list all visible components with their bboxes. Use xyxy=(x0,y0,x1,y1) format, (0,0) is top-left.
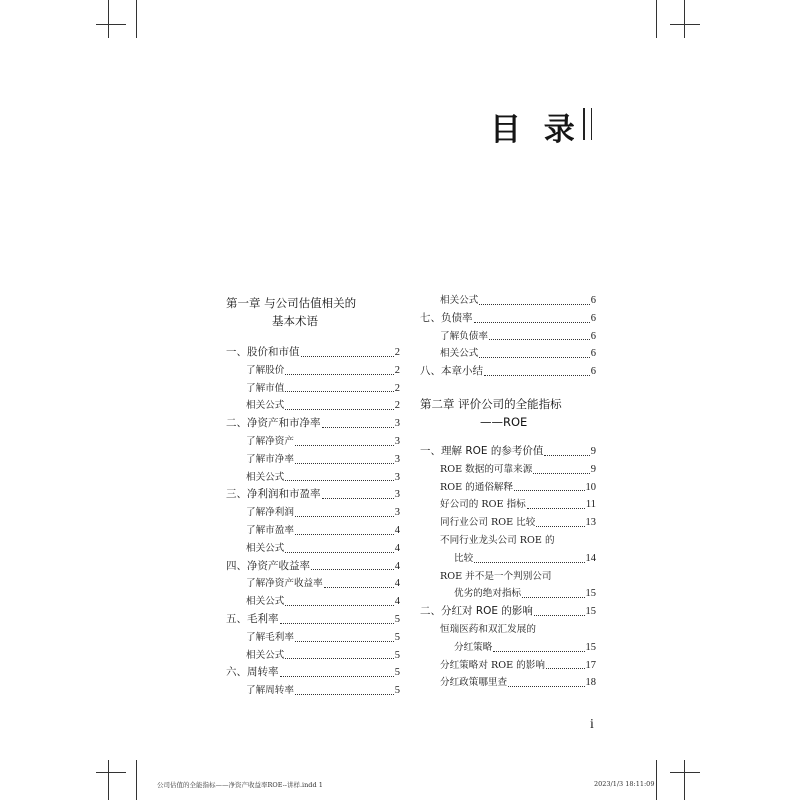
toc-entry-label: 恒瑞医药和双汇发展的 xyxy=(440,623,536,635)
toc-entry-label: 五、毛利率 xyxy=(226,612,279,625)
toc-entry-label: 相关公式 xyxy=(246,471,285,483)
toc-page-number: 11 xyxy=(585,499,596,511)
toc-page-number: 18 xyxy=(585,677,596,689)
toc-entry-label: 了解负债率 xyxy=(440,330,488,342)
dot-leader xyxy=(301,356,394,357)
toc-subsection-entry xyxy=(226,451,400,469)
toc-subsection-entry xyxy=(226,682,400,700)
toc-subsection-entry xyxy=(420,674,596,692)
toc-subsection-entry xyxy=(226,362,400,380)
toc-page-number: 6 xyxy=(590,330,596,342)
toc-subsection-entry xyxy=(226,469,400,487)
toc-left-column xyxy=(226,292,400,700)
toc-page-number: 2 xyxy=(394,347,400,358)
toc-page-number: 5 xyxy=(394,613,400,625)
toc-subsection-entry xyxy=(420,585,596,603)
toc-entry-label: 二、分红对 ROE 的影响 xyxy=(420,605,533,618)
toc-subsection-entry xyxy=(420,639,596,657)
page-number: i xyxy=(590,717,594,732)
toc-page-number: 9 xyxy=(590,445,596,457)
dot-leader xyxy=(474,322,590,323)
chapter-heading xyxy=(420,393,596,431)
dot-leader xyxy=(489,339,590,340)
toc-entry-label: 相关公式 xyxy=(246,542,285,554)
crop-mark xyxy=(108,0,109,38)
toc-entry-label: 三、净利润和市盈率 xyxy=(226,488,321,501)
toc-page-number: 3 xyxy=(394,435,400,447)
toc-page-number: 4 xyxy=(394,560,400,572)
toc-subsection-entry xyxy=(226,629,400,647)
chapter-title: 第一章 与公司估值相关的 xyxy=(226,296,357,310)
crop-mark xyxy=(670,24,700,25)
toc-subsection-entry xyxy=(226,522,400,540)
toc-entry-label: 一、理解 ROE 的参考价值 xyxy=(420,444,544,457)
dot-leader xyxy=(322,427,394,428)
dot-leader xyxy=(285,480,393,481)
toc-entry-label: 分红政策哪里查 xyxy=(440,677,508,689)
dot-leader xyxy=(311,569,394,570)
toc-page-number: 6 xyxy=(590,312,596,324)
toc-page-number: 2 xyxy=(394,400,400,412)
dot-leader xyxy=(285,552,393,553)
crop-mark xyxy=(656,760,657,800)
toc-page-number: 5 xyxy=(394,631,400,643)
dot-leader xyxy=(544,455,589,456)
toc-page-number: 2 xyxy=(394,382,400,394)
toc-entry-label: 一、股价和市值 xyxy=(226,346,300,358)
toc-entry-label: ROE 数据的可靠来源 xyxy=(440,463,533,475)
toc-section-entry xyxy=(226,415,400,433)
toc-page-number: 4 xyxy=(394,596,400,608)
toc-entry-label: 了解净资产 xyxy=(246,435,294,447)
toc-section-entry xyxy=(226,344,400,362)
toc-entry-label: 相关公式 xyxy=(440,348,479,360)
dot-leader xyxy=(546,668,585,669)
toc-entry-label: 了解市盈率 xyxy=(246,524,294,536)
toc-section-entry xyxy=(420,603,596,621)
toc-entry-label: 了解市值 xyxy=(246,382,285,394)
toc-page-number: 13 xyxy=(585,517,596,529)
toc-subsection-entry xyxy=(226,433,400,451)
dot-leader xyxy=(514,490,584,491)
print-slug: 公司估值的全能指标——净资产收益率ROE--讲样.indd 1 xyxy=(157,781,323,789)
toc-section-entry xyxy=(420,443,596,461)
toc-entry-label: 二、净资产和市净率 xyxy=(226,417,321,430)
dot-leader xyxy=(534,615,585,616)
toc-subsection-entry xyxy=(420,550,596,568)
toc-page-number: 5 xyxy=(394,667,400,679)
toc-entry-label: 七、负债率 xyxy=(420,311,473,324)
toc-section-entry xyxy=(226,486,400,504)
crop-mark xyxy=(96,772,126,773)
print-timestamp: 2023/1/3 18:11:09 xyxy=(594,780,655,788)
toc-entry-label: 同行业公司 ROE 比较 xyxy=(440,517,536,529)
toc-subsection-entry xyxy=(420,461,596,479)
toc-page-number: 15 xyxy=(585,641,596,653)
toc-page-number: 10 xyxy=(585,481,596,493)
toc-entry-label: 了解市净率 xyxy=(246,453,294,465)
toc-entry-label: 相关公式 xyxy=(246,596,285,608)
chapter-title: 第二章 评价公司的全能指标 xyxy=(420,396,562,411)
dot-leader xyxy=(484,375,590,376)
toc-subsection-entry xyxy=(420,479,596,497)
toc-right-column xyxy=(420,292,596,692)
toc-page-number: 5 xyxy=(394,649,400,661)
dot-leader xyxy=(280,676,394,677)
toc-subsection-entry xyxy=(420,328,596,346)
chapter-heading xyxy=(226,292,400,330)
crop-mark xyxy=(136,0,137,38)
toc-section-entry xyxy=(226,664,400,682)
dot-leader xyxy=(295,534,394,535)
toc-page-number: 3 xyxy=(394,507,400,519)
toc-subsection-entry xyxy=(420,657,596,675)
toc-entry-label: 了解净资产收益率 xyxy=(246,578,323,590)
crop-mark xyxy=(670,772,700,773)
toc-subsection-entry xyxy=(226,504,400,522)
dot-leader xyxy=(479,304,589,305)
toc-entry-label: 相关公式 xyxy=(440,295,479,306)
toc-page-number: 3 xyxy=(394,489,400,501)
dot-leader xyxy=(295,445,394,446)
toc-section-entry xyxy=(420,310,596,328)
dot-leader xyxy=(474,562,584,563)
toc-page-number: 3 xyxy=(394,453,400,465)
toc-subsection-entry xyxy=(420,292,596,310)
toc-entry-label: 了解周转率 xyxy=(246,685,294,697)
dot-leader xyxy=(285,658,393,659)
dot-leader xyxy=(479,357,589,358)
toc-entry-label: 不同行业龙头公司 ROE 的 xyxy=(440,534,555,546)
toc-subsection-entry xyxy=(226,380,400,398)
toc-page-number: 6 xyxy=(590,366,596,378)
toc-entry-label: ROE 的通俗解释 xyxy=(440,481,514,493)
title-decoration-bar xyxy=(583,108,585,140)
crop-mark xyxy=(136,760,137,800)
page-title: 目 录 xyxy=(490,112,581,148)
toc-page-number: 6 xyxy=(590,348,596,360)
toc-entry-label: 六、周转率 xyxy=(226,666,279,679)
crop-mark xyxy=(656,0,657,38)
toc-entry-list xyxy=(420,292,596,381)
toc-page-number: 4 xyxy=(394,524,400,536)
toc-entry-label: 分红策略 xyxy=(454,641,493,653)
toc-entry-label: 优劣的绝对指标 xyxy=(454,588,522,600)
crop-mark xyxy=(108,760,109,800)
toc-page-number: 3 xyxy=(394,471,400,483)
toc-subsection-entry xyxy=(226,575,400,593)
dot-leader xyxy=(295,694,394,695)
toc-subsection-entry xyxy=(226,540,400,558)
dot-leader xyxy=(285,374,393,375)
chapter-subtitle: ——ROE xyxy=(480,414,528,429)
crop-mark xyxy=(684,0,685,38)
dot-leader xyxy=(285,409,393,410)
toc-subsection-entry xyxy=(420,621,596,639)
toc-page-number: 6 xyxy=(590,295,596,306)
dot-leader xyxy=(295,641,394,642)
toc-subsection-entry xyxy=(226,647,400,665)
toc-subsection-entry xyxy=(226,593,400,611)
toc-page-number: 9 xyxy=(590,463,596,475)
dot-leader xyxy=(533,473,589,474)
crop-mark xyxy=(96,24,126,25)
toc-entry-label: ROE 并不是一个判别公司 xyxy=(440,570,552,582)
toc-subsection-entry xyxy=(420,568,596,586)
toc-section-entry xyxy=(226,611,400,629)
toc-page-number: 4 xyxy=(394,578,400,590)
toc-entry-label: 比较 xyxy=(454,552,474,564)
toc-subsection-entry xyxy=(420,496,596,514)
toc-entry-label: 了解净利润 xyxy=(246,507,294,519)
toc-entry-label: 相关公式 xyxy=(246,649,285,661)
dot-leader xyxy=(536,526,584,527)
toc-subsection-entry xyxy=(420,345,596,363)
dot-leader xyxy=(508,686,584,687)
toc-entry-label: 相关公式 xyxy=(246,400,285,412)
dot-leader xyxy=(295,463,394,464)
toc-section-entry xyxy=(420,363,596,381)
toc-entry-list xyxy=(420,443,596,692)
toc-page-number: 17 xyxy=(585,659,596,671)
dot-leader xyxy=(285,605,393,606)
dot-leader xyxy=(322,498,394,499)
toc-subsection-entry xyxy=(226,397,400,415)
dot-leader xyxy=(280,623,394,624)
dot-leader xyxy=(295,516,394,517)
toc-page-number: 4 xyxy=(394,542,400,554)
toc-subsection-entry xyxy=(420,532,596,550)
toc-subsection-entry xyxy=(420,514,596,532)
toc-page-number: 2 xyxy=(394,364,400,376)
toc-entry-label: 分红策略对 ROE 的影响 xyxy=(440,659,545,671)
dot-leader xyxy=(324,587,394,588)
toc-page-number: 15 xyxy=(585,588,596,600)
toc-section-entry xyxy=(226,558,400,576)
chapter-subtitle: 基本术语 xyxy=(272,314,318,328)
dot-leader xyxy=(493,651,584,652)
toc-entry-label: 了解毛利率 xyxy=(246,631,294,643)
toc-entry-label: 四、净资产收益率 xyxy=(226,559,310,572)
toc-entry-label: 了解股价 xyxy=(246,364,285,376)
toc-page-number: 5 xyxy=(394,685,400,697)
toc-entry-label: 好公司的 ROE 指标 xyxy=(440,499,526,511)
title-decoration-bar xyxy=(591,108,592,140)
dot-leader xyxy=(285,391,393,392)
toc-entry-label: 八、本章小结 xyxy=(420,365,483,378)
toc-page-number: 14 xyxy=(585,552,596,564)
toc-page-number: 15 xyxy=(585,606,596,618)
dot-leader xyxy=(522,597,584,598)
dot-leader xyxy=(527,508,585,509)
toc-page-number: 3 xyxy=(394,418,400,430)
toc-entry-list xyxy=(226,344,400,700)
crop-mark xyxy=(684,760,685,800)
